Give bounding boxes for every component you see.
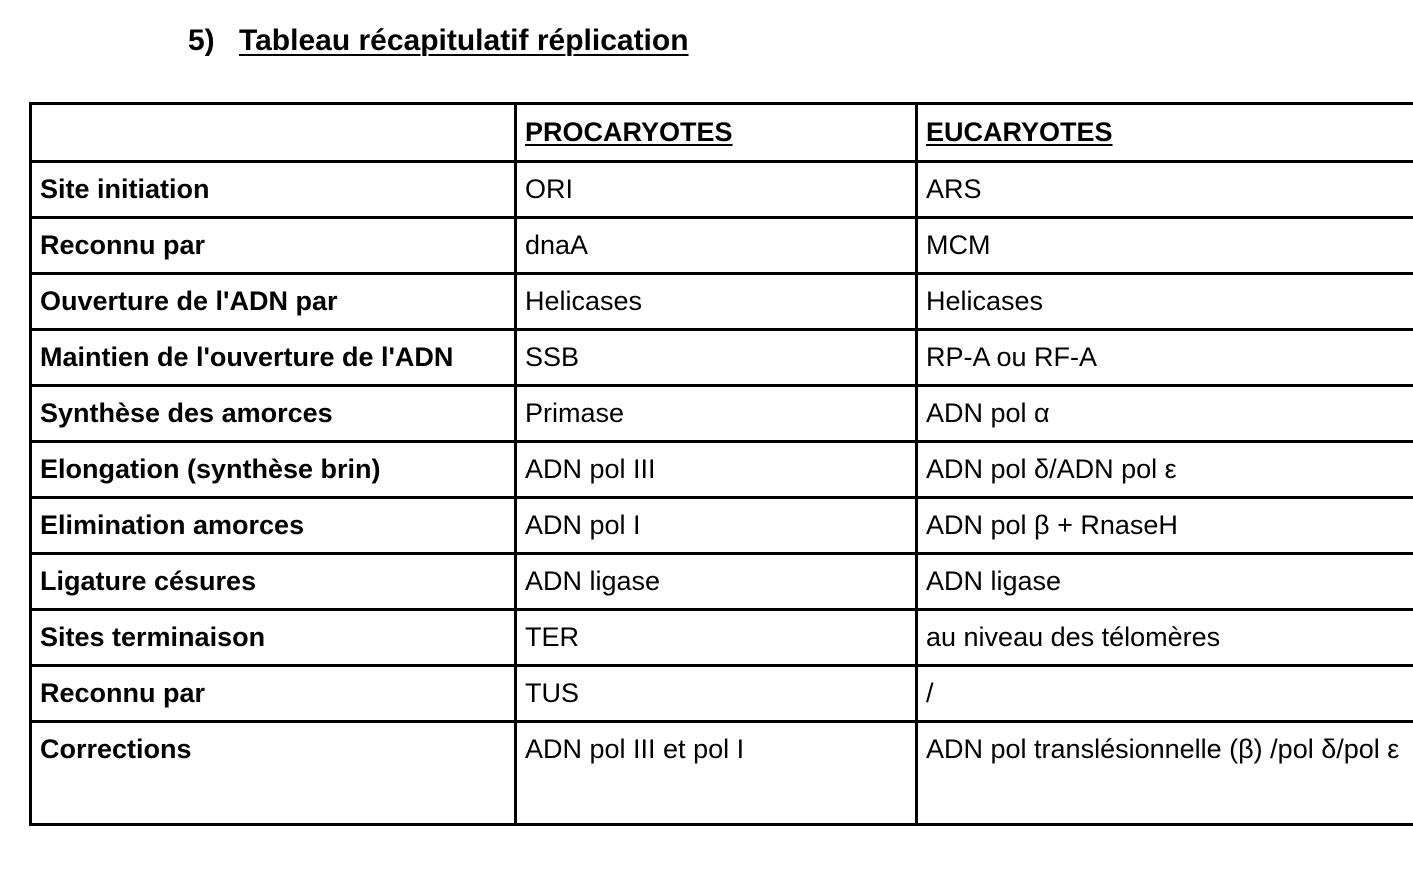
procaryotes-cell: ADN pol I [516, 498, 917, 554]
section-number: 5) [188, 24, 215, 57]
section-title: Tableau récapitulatif réplication [239, 24, 689, 57]
procaryotes-cell: dnaA [516, 218, 917, 274]
eucaryotes-cell: ADN pol δ/ADN pol ε [917, 442, 1413, 498]
procaryotes-cell: Primase [516, 386, 917, 442]
table-row [31, 442, 1413, 498]
row-label: Reconnu par [31, 666, 516, 722]
eucaryotes-cell: ADN pol translésionnelle (β) /pol δ/pol ε [917, 722, 1413, 825]
eucaryotes-cell: ARS [917, 162, 1413, 218]
table-row [31, 498, 1413, 554]
header-corner-cell [31, 104, 516, 162]
procaryotes-cell: SSB [516, 330, 917, 386]
procaryotes-cell: TUS [516, 666, 917, 722]
table-row [31, 274, 1413, 330]
procaryotes-cell: Helicases [516, 274, 917, 330]
row-label: Elimination amorces [31, 498, 516, 554]
eucaryotes-cell: ADN ligase [917, 554, 1413, 610]
row-label: Corrections [31, 722, 516, 825]
row-label: Sites terminaison [31, 610, 516, 666]
row-label: Site initiation [31, 162, 516, 218]
table-header-row [31, 104, 1413, 162]
procaryotes-cell: ADN pol III [516, 442, 917, 498]
procaryotes-cell: ADN ligase [516, 554, 917, 610]
table-row [31, 554, 1413, 610]
row-label: Ouverture de l'ADN par [31, 274, 516, 330]
table-row [31, 386, 1413, 442]
section-heading [188, 24, 689, 58]
eucaryotes-cell: RP-A ou RF-A [917, 330, 1413, 386]
header-procaryotes: PROCARYOTES [516, 104, 917, 162]
table-row [31, 218, 1413, 274]
table-row [31, 666, 1413, 722]
table-row [31, 162, 1413, 218]
eucaryotes-cell: / [917, 666, 1413, 722]
table-row [31, 722, 1413, 825]
table-row [31, 330, 1413, 386]
row-label: Elongation (synthèse brin) [31, 442, 516, 498]
eucaryotes-cell: au niveau des télomères [917, 610, 1413, 666]
procaryotes-cell: TER [516, 610, 917, 666]
table-row [31, 610, 1413, 666]
row-label: Reconnu par [31, 218, 516, 274]
row-label: Synthèse des amorces [31, 386, 516, 442]
eucaryotes-cell: MCM [917, 218, 1413, 274]
eucaryotes-cell: ADN pol β + RnaseH [917, 498, 1413, 554]
replication-summary-table [29, 102, 1413, 826]
row-label: Ligature césures [31, 554, 516, 610]
row-label: Maintien de l'ouverture de l'ADN [31, 330, 516, 386]
header-eucaryotes: EUCARYOTES [917, 104, 1413, 162]
eucaryotes-cell: Helicases [917, 274, 1413, 330]
procaryotes-cell: ADN pol III et pol I [516, 722, 917, 825]
procaryotes-cell: ORI [516, 162, 917, 218]
eucaryotes-cell: ADN pol α [917, 386, 1413, 442]
